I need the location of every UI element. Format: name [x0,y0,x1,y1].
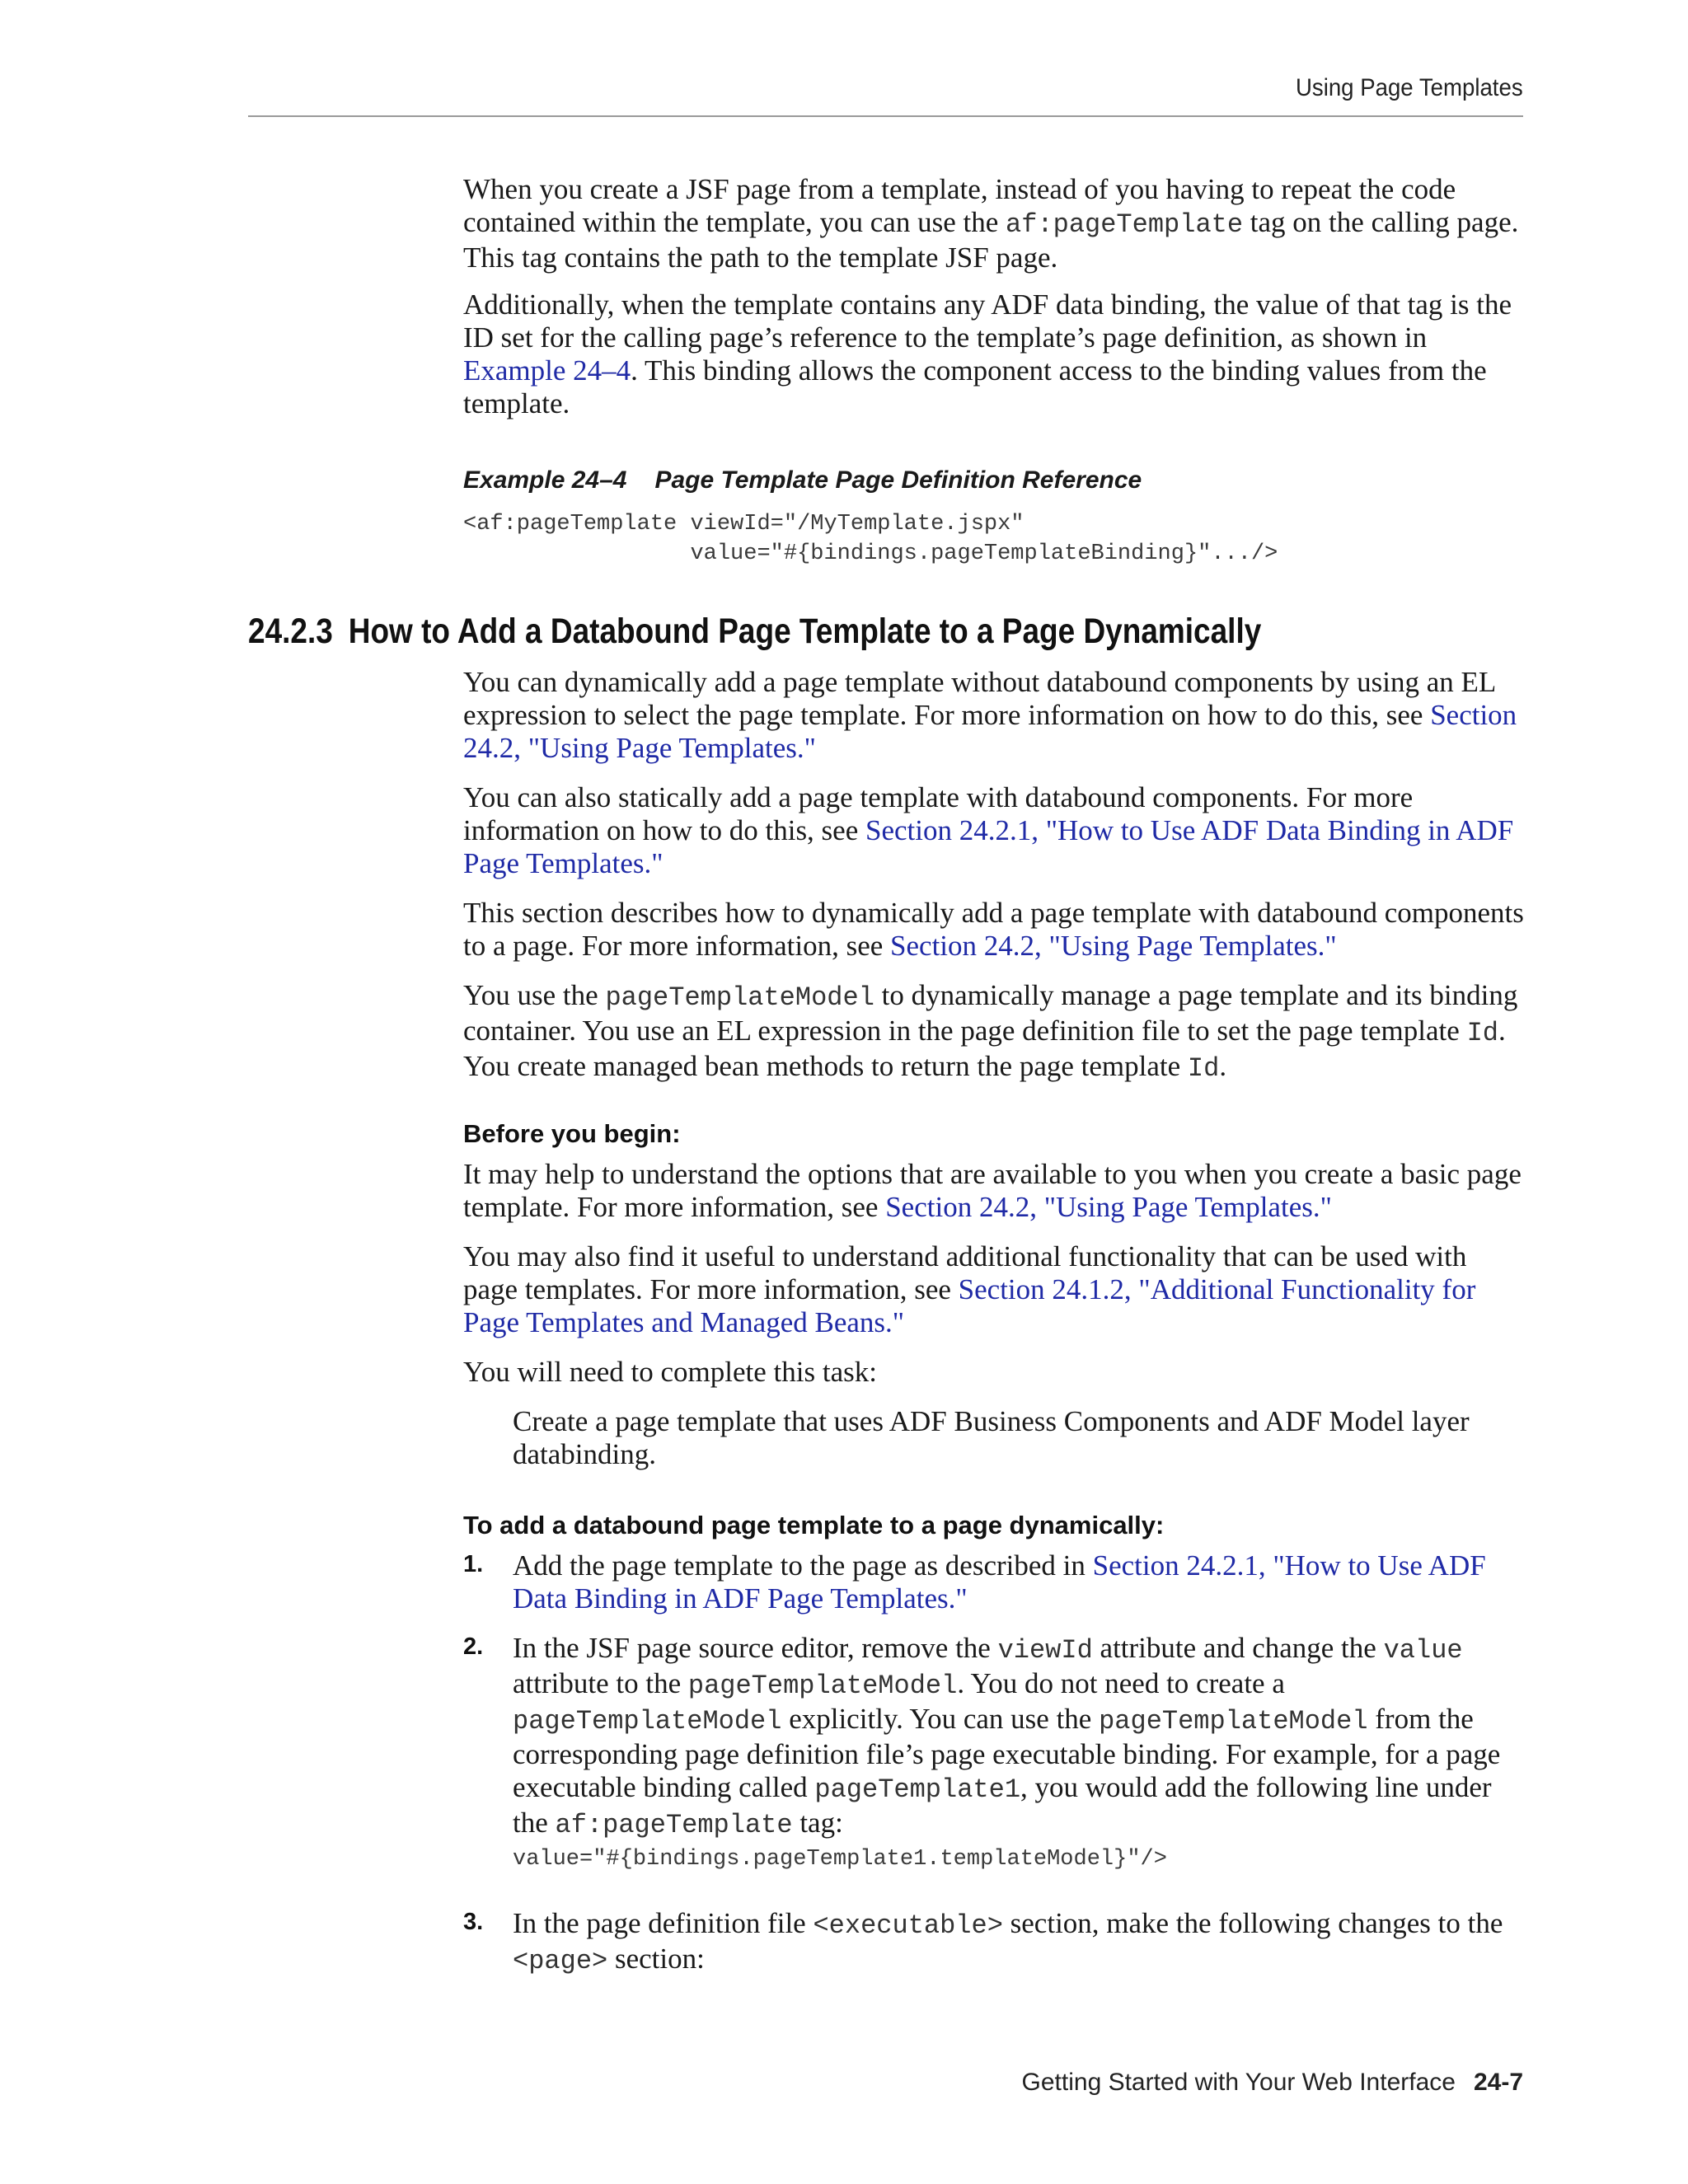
text-run: You may also find it useful to understand additional functionality that can be used with page templates. For more information, see [463,1240,1467,1305]
text-run: Add the page template to the page as described in [513,1549,1093,1582]
example-title: Page Template Page Definition Reference [654,466,1142,494]
section-paragraph-1 [463,666,1526,765]
text-run: from the corresponding page definition file’s page executable binding. For example, for a page executable binding called [513,1703,1501,1803]
step-code-block: value="#{bindings.pageTemplate1.templateModel}"/> [513,1847,1167,1872]
example-label: Example 24–4 [463,466,627,494]
section-paragraph-3 [463,897,1526,963]
section-paragraph-4 [463,979,1526,1085]
inline-code: pageTemplateModel [605,982,874,1013]
before-you-begin-heading: Before you begin: [463,1119,681,1148]
before-paragraph-2 [463,1240,1526,1339]
section-link[interactable]: Section 24.1.2, "Additional Functionality for Page Templates and Managed Beans." [463,1273,1476,1338]
text-run: section, make the following changes to the [1002,1907,1503,1939]
inline-code: pageTemplate1 [814,1774,1021,1805]
page-footer [1022,2069,1523,2097]
section-link[interactable]: Section 24.2.1, "How to Use ADF Data Binding in ADF Page Templates." [513,1549,1486,1615]
inline-code: <page> [513,1946,608,1976]
inline-code: <executable> [813,1910,1003,1941]
text-run: In the page definition file [513,1907,814,1939]
text-run: Additionally, when the template contains any ADF data binding, the value of that tag is the ID set for the calling page’s reference to the template’s page definition, as shown in [463,288,1512,354]
section-title: How to Add a Databound Page Template to a Page Dynamically [348,612,1262,651]
text-run: It may help to understand the options that are available to you when you create a basic page template. For more information, see [463,1158,1522,1223]
text-run: In the JSF page source editor, remove the [513,1632,998,1664]
section-paragraph-2 [463,781,1526,880]
inline-code: viewId [997,1635,1093,1666]
example-link[interactable]: Example 24–4 [463,354,631,387]
text-run: , you would add the following line under the [513,1771,1492,1839]
text-run: . You do not need to create a [957,1667,1285,1699]
inline-code: pageTemplateModel [1099,1706,1368,1736]
step-number: 2. [463,1633,484,1660]
example-code-block: <af:pageTemplate viewId="/MyTemplate.jspx" value="#{bindings.pageTemplateBinding}".../> [463,512,1278,566]
text-run: tag on the calling page. This tag contains the path to the template JSF page. [463,206,1519,274]
header-divider [248,115,1523,117]
text-run: This section describes how to dynamically add a page template with databound components to a page. For more information, see [463,897,1524,962]
text-run: You can also statically add a page template with databound components. For more information on how to do this, see [463,781,1414,846]
step-text [513,1549,1526,1615]
inline-code: af:pageTemplate [1006,209,1244,240]
text-run: You can dynamically add a page template without databound components by using an EL expression to select the page template. For more information on how to do this, see [463,666,1495,731]
text-run: . This binding allows the component access to the binding values from the template. [463,354,1487,419]
step-text [513,1907,1526,1978]
inline-code: value [1383,1635,1463,1666]
intro-paragraph-1 [463,173,1526,274]
footer-book-title: Getting Started with Your Web Interface [1021,2069,1456,2096]
section-link[interactable]: Section 24.2, "Using Page Templates." [463,699,1517,764]
step-number: 3. [463,1909,484,1935]
text-run: to dynamically manage a page template and its binding container. You use an EL expression in the page definition file to set the page template [463,979,1518,1047]
before-paragraph-3: You will need to complete this task: [463,1356,877,1388]
text-run: attribute to the [513,1667,688,1699]
before-paragraph-1 [463,1158,1526,1224]
page-number: 24-7 [1473,2069,1523,2096]
task-item: Create a page template that uses ADF Business Components and ADF Model layer databinding. [513,1405,1470,1470]
text-run: explicitly. You can use the [781,1703,1100,1735]
text-run: When you create a JSF page from a template, instead of you having to repeat the code contained within the template, you can use the [463,173,1456,238]
section-link[interactable]: Section 24.2, "Using Page Templates." [890,930,1337,962]
running-header: Using Page Templates [1296,74,1523,101]
inline-code: Id [1466,1018,1498,1048]
text-run: attribute and change the [1092,1632,1384,1664]
text-run: . [1219,1050,1227,1082]
text-run: section: [607,1943,705,1975]
inline-code: Id [1187,1053,1220,1084]
inline-code: af:pageTemplate [555,1810,793,1840]
section-link[interactable]: Section 24.2.1, "How to Use ADF Data Binding in ADF Page Templates." [463,814,1514,879]
text-run: You use the [463,979,606,1011]
example-caption [463,466,1142,494]
text-run: tag: [792,1807,843,1839]
inline-code: pageTemplateModel [687,1671,958,1701]
section-heading [248,612,1261,652]
procedure-heading: To add a databound page template to a page dynamically: [463,1511,1165,1540]
step-number: 1. [463,1551,484,1577]
intro-paragraph-2 [463,288,1526,420]
section-number: 24.2.3 [248,612,333,651]
section-link[interactable]: Section 24.2, "Using Page Templates." [885,1191,1332,1223]
text-run: . You create managed bean methods to return the page template [463,1015,1506,1082]
step-text [513,1632,1526,1842]
inline-code: pageTemplateModel [513,1706,782,1736]
